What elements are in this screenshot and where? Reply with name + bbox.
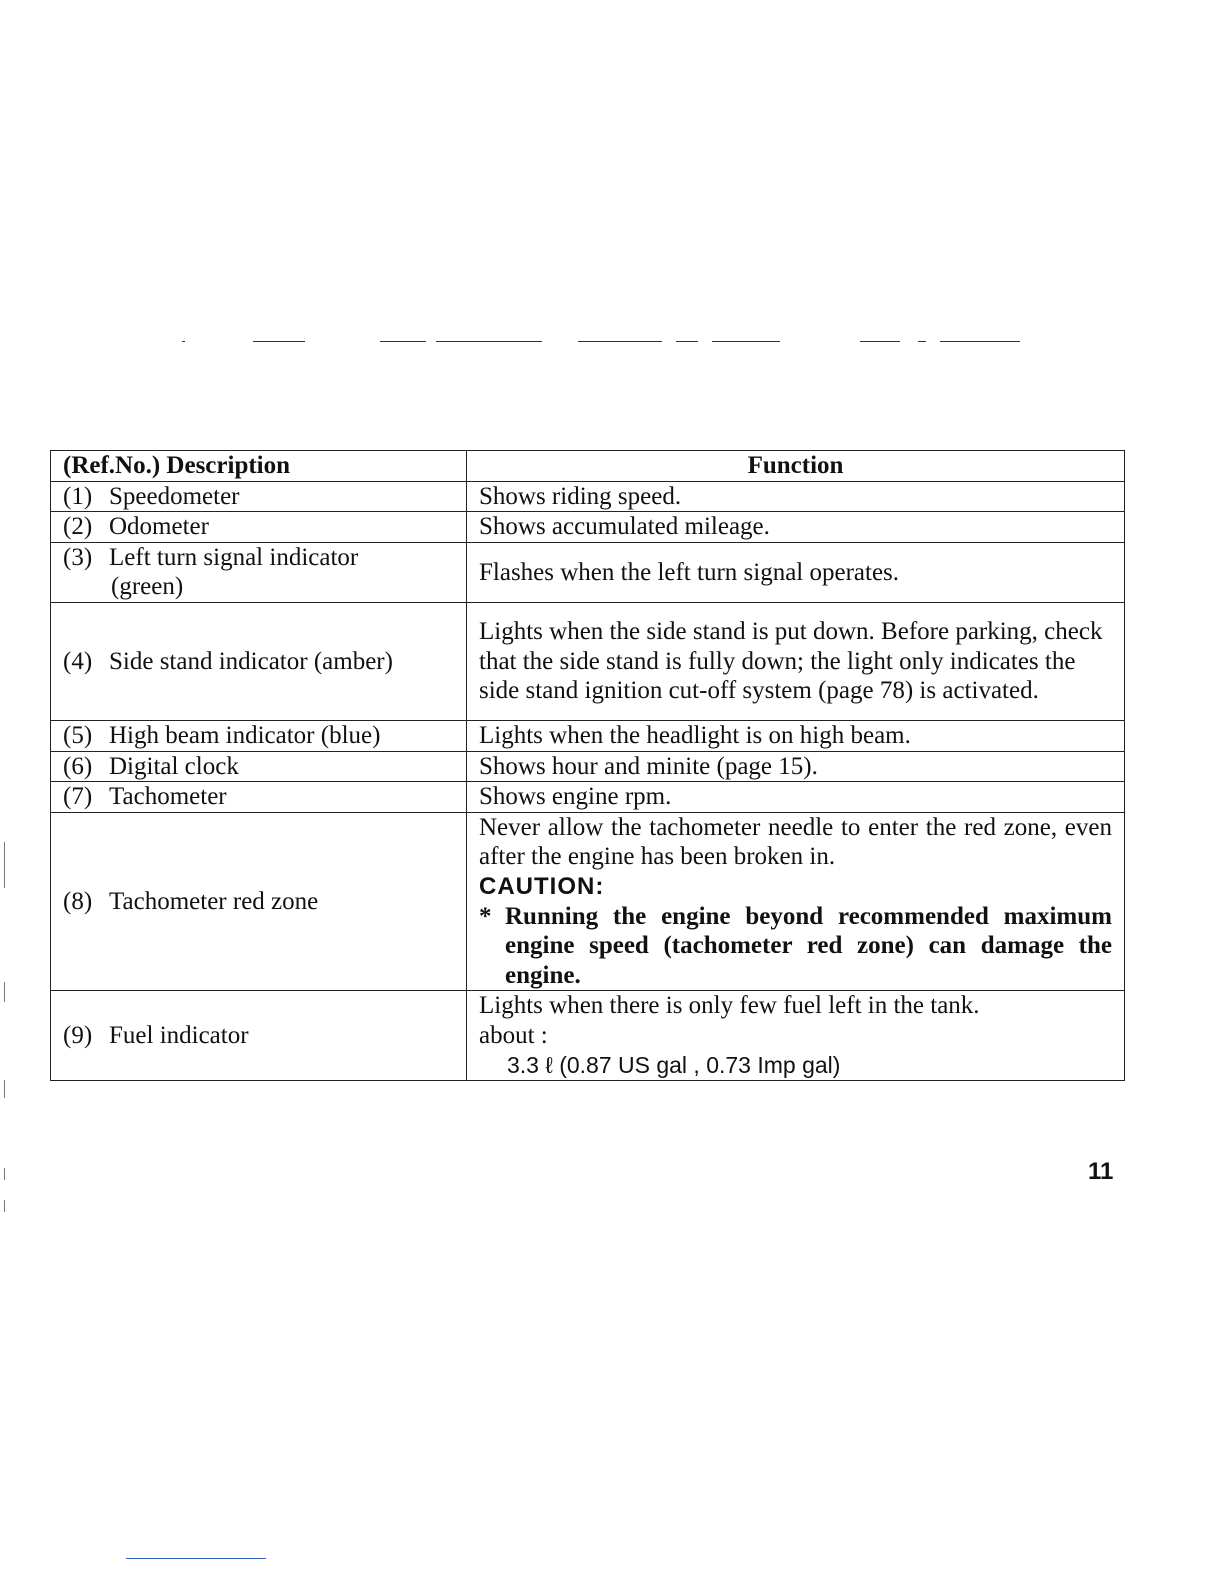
ref-number: (8) xyxy=(63,887,93,915)
row-description xyxy=(51,720,467,751)
scan-edge-mark xyxy=(4,1168,5,1180)
bullet-mark: * xyxy=(479,902,492,930)
table-row xyxy=(51,481,1125,512)
row-description xyxy=(51,782,467,813)
indicator-function-table xyxy=(50,450,1125,1081)
description-text: Fuel indicator xyxy=(109,1022,249,1050)
ref-number: (4) xyxy=(63,647,93,675)
ref-number: (6) xyxy=(63,752,93,780)
caution-warning xyxy=(479,902,1112,991)
row-function: Shows accumulated mileage. xyxy=(467,512,1125,543)
ref-number: (9) xyxy=(63,1022,93,1050)
description-text: Side stand indicator (amber) xyxy=(109,647,393,675)
row-description xyxy=(51,481,467,512)
table-row xyxy=(51,542,1125,602)
ref-number: (7) xyxy=(63,783,93,811)
scan-edge-mark xyxy=(4,842,5,888)
scan-edge-mark xyxy=(4,1200,5,1212)
fuel-indicator-text: Lights when there is only few fuel left in the tank. xyxy=(479,992,980,1020)
row-description xyxy=(51,542,467,602)
caution-label: CAUTION: xyxy=(479,872,605,900)
ref-number: (3) xyxy=(63,543,93,571)
header-function: Function xyxy=(467,451,1125,482)
ref-number: (1) xyxy=(63,482,93,510)
description-text: Speedometer xyxy=(109,482,240,510)
page-number: 11 xyxy=(1088,1158,1114,1185)
row-description xyxy=(51,751,467,782)
table-row xyxy=(51,512,1125,543)
ref-number: (5) xyxy=(63,721,93,749)
row-function: Shows riding speed. xyxy=(467,481,1125,512)
table-header-row xyxy=(51,451,1125,482)
row-function: Lights when the headlight is on high beam. xyxy=(467,720,1125,751)
fuel-about-label: about : xyxy=(479,1022,548,1050)
red-zone-text: Never allow the tachometer needle to enter the red zone, even after the engine has been broken in. xyxy=(479,813,1112,871)
row-function xyxy=(467,991,1125,1081)
row-description xyxy=(51,512,467,543)
footer-rule xyxy=(126,1558,266,1559)
ref-number: (2) xyxy=(63,513,93,541)
row-function: Shows engine rpm. xyxy=(467,782,1125,813)
scan-edge-mark xyxy=(4,1080,5,1098)
row-description xyxy=(51,812,467,991)
row-function xyxy=(467,812,1125,991)
description-text: Left turn signal indicator xyxy=(109,543,359,571)
table-row xyxy=(51,991,1125,1081)
table-row xyxy=(51,751,1125,782)
scan-edge-mark xyxy=(4,982,5,1002)
table-row xyxy=(51,602,1125,720)
description-text: High beam indicator (blue) xyxy=(109,721,381,749)
description-text: Odometer xyxy=(109,513,209,541)
warning-text: Running the engine beyond recommended maximum engine speed (tachometer red zone) can damage the engine. xyxy=(505,902,1112,989)
row-description xyxy=(51,991,467,1081)
row-function: Shows hour and minite (page 15). xyxy=(467,751,1125,782)
fuel-capacity-value: 3.3 ℓ (0.87 US gal , 0.73 Imp gal) xyxy=(507,1051,841,1078)
description-text: Tachometer xyxy=(109,783,227,811)
description-text: Digital clock xyxy=(109,752,239,780)
table-row xyxy=(51,782,1125,813)
scan-dash-rule xyxy=(0,341,1224,343)
row-description xyxy=(51,602,467,720)
row-function: Lights when the side stand is put down. Before parking, check that the side stand is fully down; the light only indicates the side stand ignition cut-off system (page 78) is activated. xyxy=(467,602,1125,720)
header-description: (Ref.No.) Description xyxy=(51,451,467,482)
table-row xyxy=(51,720,1125,751)
description-text: Tachometer red zone xyxy=(109,887,319,915)
row-function: Flashes when the left turn signal operates. xyxy=(467,542,1125,602)
table-row xyxy=(51,812,1125,991)
description-continuation: (green) xyxy=(111,573,184,601)
